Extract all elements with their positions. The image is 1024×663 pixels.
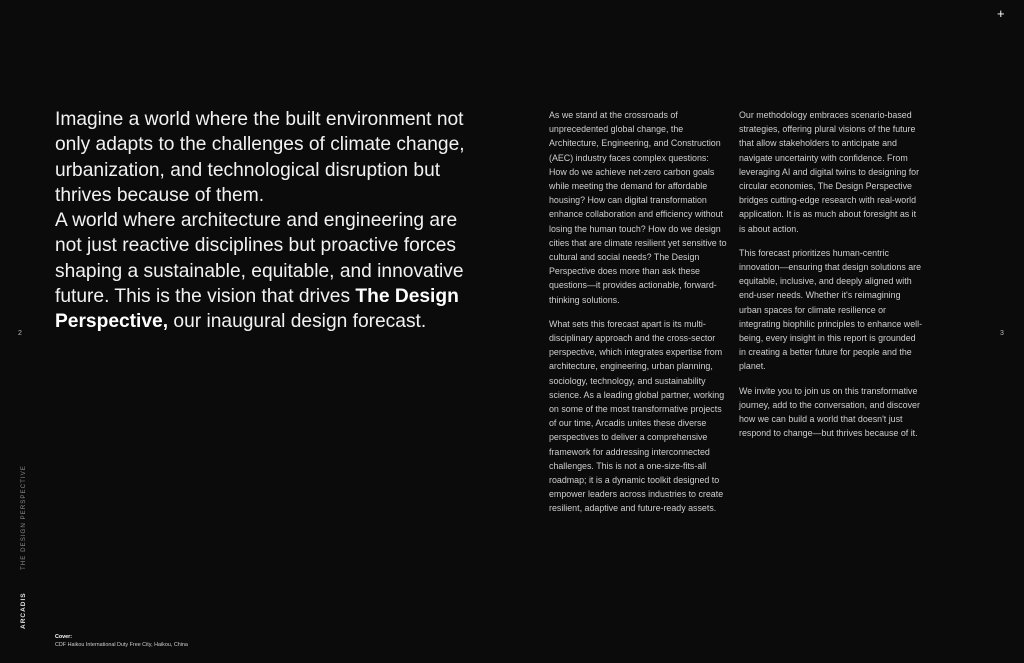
page-number-right: 3	[1000, 330, 1004, 337]
text-column-left	[549, 108, 729, 526]
intro-statement	[55, 107, 485, 335]
cover-label: Cover:	[55, 634, 73, 640]
column1-paragraph-2: What sets this forecast apart is its multi-disciplinary approach and the cross-sector perspective, which integrates expertise from architecture, engineering, urban planning, sociology, technology, and sustainability science. As a leading global partner, working on some of the most transformative projects of our time, Arcadis unites these diverse perspectives to deliver a comprehensive framework for addressing interconnected challenges. This is not a one-size-fits-all roadmap; it is a dynamic toolkit designed to empower leaders across industries to create resilient, adaptive and future-ready assets.	[549, 318, 725, 514]
column2-paragraph-1: Our methodology embraces scenario-based strategies, offering plural visions of the future that allow stakeholders to anticipate and navigate uncertainty with confidence. From leveraging AI and digital twins to designing for circular economies, The Design Perspective bridges cutting-edge research with real-world application. It is as much about foresight as it is about action.	[739, 110, 920, 234]
column2-paragraph-2: This forecast prioritizes human-centric innovation—ensuring that design solutions are equitable, inclusive, and deeply aligned with end-user needs. Whether it's reimagining urban spaces for climate resilience or integrating biophilic principles to enhance well-being, every insight in this report is grounded in creating a better future for people and the planet.	[739, 247, 923, 372]
intro-title-bold: The Design Perspective,	[55, 286, 459, 333]
intro-second: A world where architecture and engineering are not just reactive disciplines but proactive forces shaping a sustainable, equitable, and innovative future. This is the vision that drives	[55, 210, 464, 308]
brand-logo-text: ARCADIS	[20, 592, 27, 629]
vertical-running-title: THE DESIGN PERSPECTIVE	[20, 465, 27, 570]
intro-tail: our inaugural design forecast.	[168, 311, 427, 333]
column2-paragraph-3: We invite you to join us on this transformative journey, add to the conversation, and discover how we can build a world that doesn't just respond to change—but thrives because of it.	[739, 385, 920, 439]
cover-caption	[55, 633, 188, 649]
add-plus-icon[interactable]: +	[997, 6, 1005, 21]
intro-lead: Imagine a world where the built environment not only adapts to the challenges of climate change, urbanization, and technological disruption but thrives because of them.	[55, 109, 465, 206]
cover-caption-text: CDF Haikou International Duty Free City, Haikou, China	[55, 642, 188, 648]
page-number-left: 2	[18, 330, 22, 337]
text-column-right	[739, 108, 924, 450]
column1-paragraph-1: As we stand at the crossroads of unprecedented global change, the Architecture, Engineering, and Construction (AEC) industry faces complex questions: How do we achieve net-zero carbon goals while meeting the demand for affordable housing? How can digital transformation enhance collaboration and efficiency without losing the human touch? How do we design cities that are climate resilient yet sensitive to cultural and social needs? The Design Perspective does more than ask these questions—it provides actionable, forward-thinking solutions.	[549, 110, 727, 305]
